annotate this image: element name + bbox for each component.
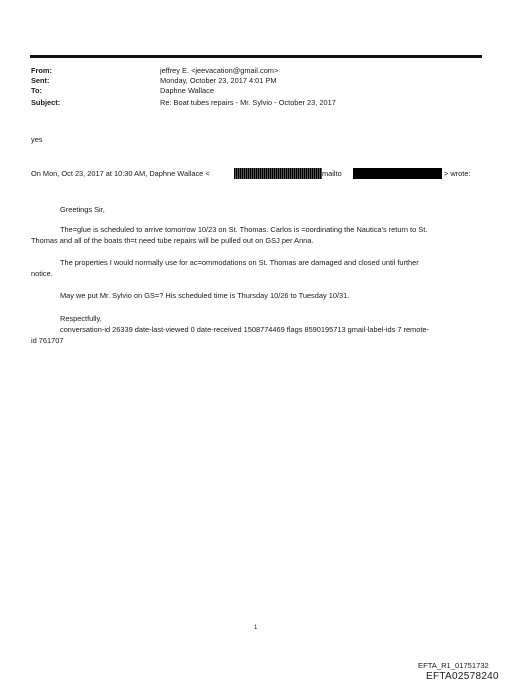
to-value: Daphne Wallace — [160, 86, 214, 95]
header-rule — [30, 55, 482, 58]
paragraph-2-line-2: notice. — [31, 269, 53, 278]
quote-intro-end: > wrote: — [444, 169, 471, 178]
subject-label: Subject: — [31, 98, 61, 107]
sent-label: Sent: — [31, 76, 50, 85]
bates-number-2: EFTA02578240 — [426, 671, 499, 682]
paragraph-1-line-2: Thomas and all of the boats th=t need tube repairs will be pulled out on GSJ per Anna. — [31, 236, 314, 245]
reply-text: yes — [31, 135, 43, 144]
closing-text: Respectfully, — [60, 314, 102, 323]
quote-intro-mailto: mailto — [322, 169, 342, 178]
sent-value: Monday, October 23, 2017 4:01 PM — [160, 76, 277, 85]
paragraph-2-line-1: The properties I would normally use for ac=ommodations on St. Thomas are damaged and closed until further — [60, 258, 419, 267]
metadata-line-1: conversation-id 26339 date-last-viewed 0 date-received 1508774469 flags 8590195713 gmail-label-ids 7 remote- — [60, 325, 429, 334]
subject-value: Re: Boat tubes repairs - Mr. Sylvio - October 23, 2017 — [160, 98, 336, 107]
bates-number-1: EFTA_R1_01751732 — [418, 661, 489, 670]
from-label: From: — [31, 66, 52, 75]
paragraph-3: May we put Mr. Sylvio on GS=? His scheduled time is Thursday 10/26 to Tuesday 10/31. — [60, 291, 350, 300]
metadata-line-2: id 761707 — [31, 336, 64, 345]
redaction-email-2 — [353, 168, 442, 179]
from-value: jeffrey E. <jeevacation@gmail.com> — [160, 66, 279, 75]
quote-intro-start: On Mon, Oct 23, 2017 at 10:30 AM, Daphne Wallace < — [31, 169, 210, 178]
to-label: To: — [31, 86, 42, 95]
redaction-email-1 — [234, 168, 322, 179]
greeting-text: Greetings Sir, — [60, 205, 105, 214]
page-number: 1 — [254, 625, 258, 631]
paragraph-1-line-1: The=glue is scheduled to arrive tomorrow 10/23 on St. Thomas. Carlos is =oordinating the Nautica's return to St. — [60, 225, 428, 234]
